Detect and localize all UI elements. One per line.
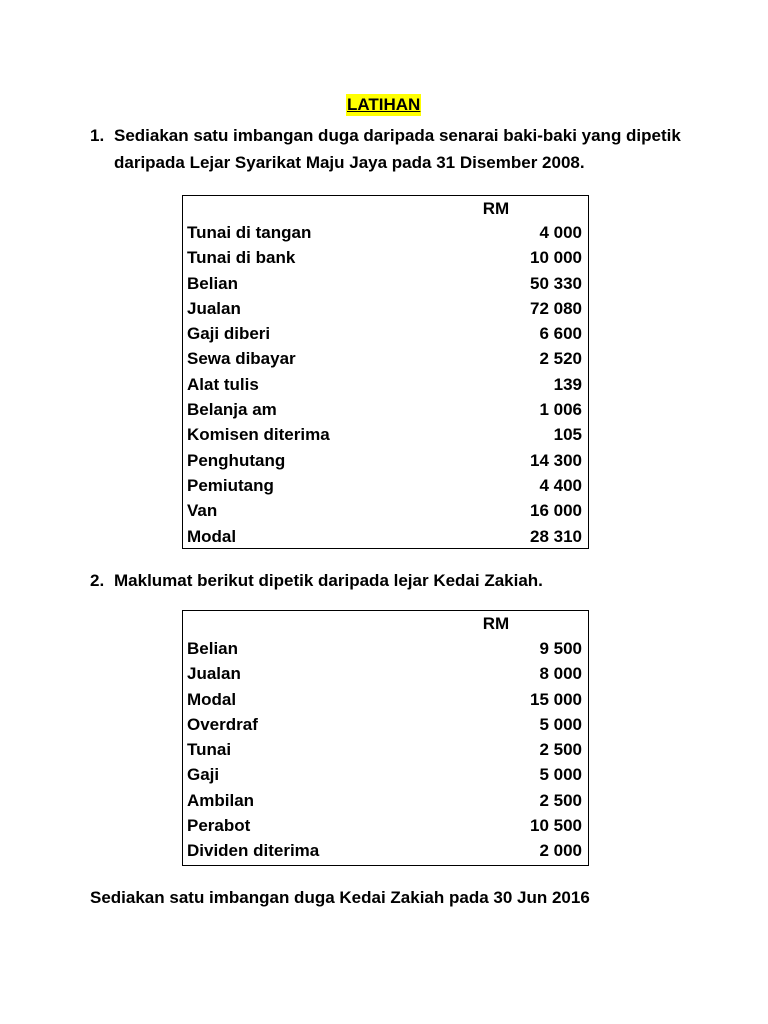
account-label: Modal bbox=[187, 689, 237, 709]
account-label: Jualan bbox=[187, 664, 241, 684]
question-2 bbox=[90, 567, 690, 594]
account-value: 6 600 bbox=[539, 324, 582, 344]
account-label: Alat tulis bbox=[187, 374, 259, 394]
account-value: 139 bbox=[553, 374, 582, 394]
account-value: 10 500 bbox=[530, 816, 582, 836]
table-row bbox=[187, 712, 582, 737]
table-row bbox=[187, 813, 582, 838]
table-rows bbox=[187, 636, 582, 864]
table-row bbox=[187, 321, 582, 346]
account-value: 28 310 bbox=[530, 526, 582, 546]
account-value: 8 000 bbox=[539, 664, 582, 684]
table-row bbox=[187, 372, 582, 397]
currency-header: RM bbox=[482, 199, 510, 218]
table-row bbox=[187, 296, 582, 321]
table-row bbox=[187, 245, 582, 270]
question-number: 1. bbox=[90, 126, 105, 145]
table-row bbox=[187, 448, 582, 473]
account-label: Penghutang bbox=[187, 450, 286, 470]
account-label: Jualan bbox=[187, 298, 241, 318]
account-value: 2 520 bbox=[539, 349, 582, 369]
final-instruction: Sediakan satu imbangan duga Kedai Zakiah pada 30 Jun 2016 bbox=[90, 888, 590, 907]
account-value: 5 000 bbox=[539, 765, 582, 785]
account-label: Sewa dibayar bbox=[187, 349, 296, 369]
table-row bbox=[187, 346, 582, 371]
account-label: Komisen diterima bbox=[187, 425, 330, 445]
page-title: LATIHAN bbox=[347, 95, 421, 114]
account-label: Ambilan bbox=[187, 790, 255, 810]
account-label: Tunai di bank bbox=[187, 248, 296, 268]
account-value: 1 006 bbox=[539, 400, 582, 420]
account-label: Dividen diterima bbox=[187, 841, 320, 861]
account-value: 105 bbox=[553, 425, 582, 445]
account-value: 9 500 bbox=[539, 639, 582, 658]
account-value: 2 500 bbox=[539, 790, 582, 810]
table-row bbox=[187, 473, 582, 498]
balance-table-2 bbox=[182, 610, 589, 866]
table-row bbox=[187, 498, 582, 523]
table-row bbox=[187, 661, 582, 686]
account-label: Belian bbox=[187, 639, 239, 658]
account-value: 15 000 bbox=[530, 689, 582, 709]
question-number: 2. bbox=[90, 571, 105, 590]
account-label: Gaji bbox=[187, 765, 220, 785]
account-value: 4 000 bbox=[539, 223, 582, 242]
table-row bbox=[187, 687, 582, 712]
table-row bbox=[187, 762, 582, 787]
account-value: 72 080 bbox=[530, 298, 582, 318]
account-label: Tunai di tangan bbox=[187, 223, 312, 242]
table-row bbox=[187, 524, 582, 549]
account-value: 10 000 bbox=[530, 248, 582, 268]
account-value: 2 000 bbox=[539, 841, 582, 861]
account-label: Van bbox=[187, 501, 218, 521]
question-text: Maklumat berikut dipetik daripada lejar Kedai Zakiah. bbox=[114, 571, 543, 590]
account-label: Pemiutang bbox=[187, 475, 274, 495]
table-row bbox=[187, 220, 582, 245]
table-row bbox=[187, 422, 582, 447]
account-value: 16 000 bbox=[530, 501, 582, 521]
account-label: Perabot bbox=[187, 816, 251, 836]
table-row bbox=[187, 636, 582, 661]
account-label: Gaji diberi bbox=[187, 324, 271, 344]
account-value: 14 300 bbox=[530, 450, 582, 470]
account-label: Overdraf bbox=[187, 714, 258, 734]
table-row bbox=[187, 788, 582, 813]
table-row bbox=[187, 838, 582, 863]
currency-header: RM bbox=[482, 614, 510, 633]
table-rows bbox=[187, 220, 582, 549]
account-label: Belian bbox=[187, 273, 239, 293]
account-label: Tunai bbox=[187, 740, 232, 760]
account-label: Belanja am bbox=[187, 400, 277, 420]
question-text: Sediakan satu imbangan duga daripada senarai baki-baki yang dipetik daripada Lejar Syarikat Maju Jaya pada 31 Disember 2008. bbox=[114, 126, 681, 172]
balance-table-1 bbox=[182, 195, 589, 549]
table-row bbox=[187, 397, 582, 422]
account-value: 2 500 bbox=[539, 740, 582, 760]
account-value: 50 330 bbox=[530, 273, 582, 293]
account-value: 4 400 bbox=[539, 475, 582, 495]
table-row bbox=[187, 271, 582, 296]
account-value: 5 000 bbox=[539, 714, 582, 734]
table-row bbox=[187, 737, 582, 762]
question-1 bbox=[90, 122, 690, 176]
account-label: Modal bbox=[187, 526, 237, 546]
